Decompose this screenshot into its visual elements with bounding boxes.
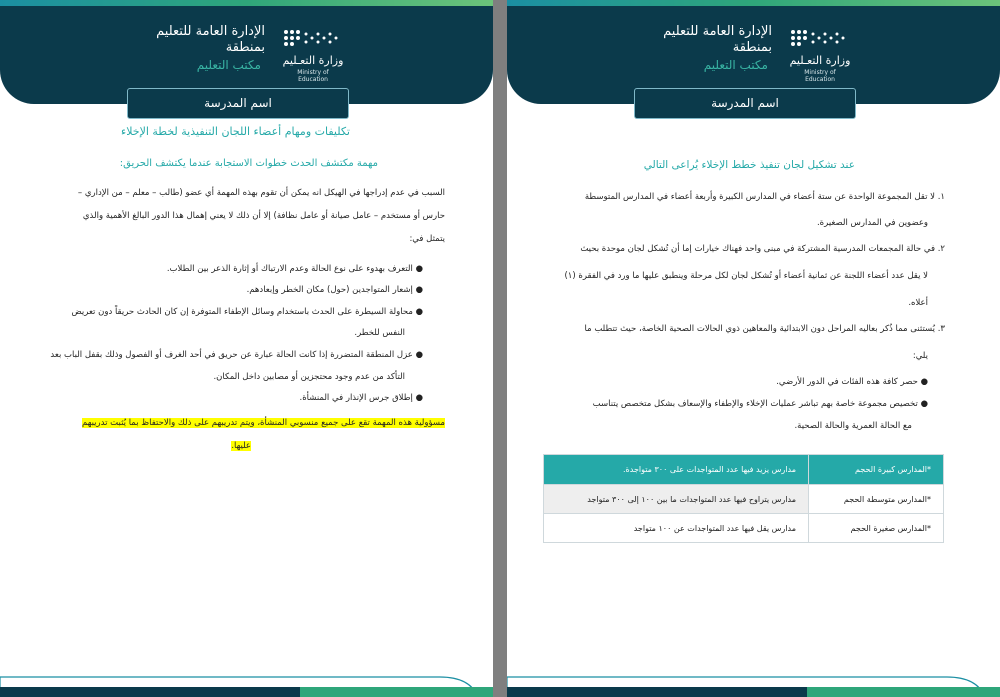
header-line-2: بمنطقة: [732, 40, 772, 55]
list-item-text: حصر كافة هذه الفئات في الدور الأرضي.: [776, 377, 918, 387]
list-item: ● حصر كافة هذه الفئات في الدور الأرضي.: [776, 377, 928, 387]
list-item: ● عزل المنطقة المتضررة إذا كانت الحالة عبارة عن حريق في أحد الغرف أو الفصول وذلك بقفل الباب بعد: [50, 350, 423, 360]
intro-line: يتمثل في:: [409, 234, 445, 244]
item-number: ١.: [937, 192, 945, 202]
header-stripe: [0, 0, 493, 6]
item-text: في حالة المجمعات المدرسية المشتركة في مبنى واحد فهناك خيارات إما أن تُشكل لجان موحدة بحيث: [580, 244, 936, 254]
numbered-item-continuation: وعضوين في المدارس الصغيرة.: [816, 218, 928, 228]
numbered-item: [585, 192, 945, 202]
list-item-continuation: النفس للخطر.: [354, 328, 405, 338]
table-cell-desc: مدارس يتراوح فيها عدد المتواجدات ما بين ١٠٠ إلى ٣٠٠ متواجد: [544, 485, 809, 514]
logo-english-text: Ministry of Education: [297, 69, 329, 83]
school-name-tab: اسم المدرسة: [634, 88, 856, 119]
ministry-logo: [282, 26, 344, 83]
section-subtitle: مهمة مكتشف الحدث خطوات الاستجابة عندما يكتشف الحريق:: [119, 158, 378, 169]
header-title: [663, 24, 772, 56]
highlight-line: عليها.: [231, 441, 251, 451]
item-text: يُستثنى مما ذُكر بعاليه المراحل دون الابتدائية والمعاهين ذوي الحالات الصحية الخاصة، حيث تتطلب ما: [584, 324, 936, 334]
highlight-note: [231, 441, 251, 451]
header-line-2: بمنطقة: [225, 40, 265, 55]
header-office: مكتب التعليم: [196, 58, 261, 72]
footer-wave: [507, 663, 1000, 697]
list-item-continuation: مع الحالة العمرية والحالة الصحية.: [794, 421, 912, 431]
list-item-continuation: التأكد من عدم وجود محتجزين أو مصابين داخل المكان.: [213, 372, 405, 382]
highlight-note: [82, 418, 445, 428]
header-line-1: الإدارة العامة للتعليم: [156, 24, 265, 39]
table-cell-size: *المدارس صغيرة الحجم: [809, 514, 944, 543]
table-row: [544, 514, 944, 543]
header-office: مكتب التعليم: [703, 58, 768, 72]
logo-arabic-text: وزارة التعـليم: [282, 54, 344, 67]
numbered-item-continuation: أعلاه.: [908, 298, 928, 308]
document-page-right: [507, 0, 1000, 697]
document-page-left: [0, 0, 493, 697]
item-number: ٣.: [937, 324, 945, 334]
logo-arabic-text: وزارة التعـليم: [789, 54, 851, 67]
list-item: ● التعرف بهدوء على نوع الحالة وعدم الارتباك أو إثارة الذعر بين الطلاب.: [166, 264, 423, 274]
footer-wave: [0, 663, 493, 697]
logo-dots-icon: [282, 26, 344, 52]
intro-line: حارس أو مستخدم – عامل صيانة أو عامل نظافة) إلا أن ذلك لا يعني إهمال هذا الدور البالغ الأهمية والذي: [82, 211, 445, 221]
list-item: ● إشعار المتواجدين (حول) مكان الخطر وإبعادهم.: [246, 285, 423, 295]
school-size-table: [543, 454, 944, 543]
page-title: عند تشكيل لجان تنفيذ خطط الإخلاء يُراعى التالي: [643, 159, 855, 171]
list-item-text: إطلاق جرس الإنذار في المنشأة.: [299, 393, 413, 403]
numbered-item-continuation: يلي:: [912, 351, 928, 361]
table-row: [544, 485, 944, 514]
highlight-line: مسؤولية هذه المهمة تقع على جميع منسوبي المنشأة، ويتم تدريبهم على ذلك والاحتفاظ بما يُثبت تدريبهم: [82, 418, 445, 428]
item-text: لا تقل المجموعة الواحدة عن ستة أعضاء في المدارس الكبيرة وأربعة أعضاء في المدارس المتوسطة: [584, 192, 936, 202]
item-number: ٢.: [937, 244, 945, 254]
list-item-text: عزل المنطقة المتضررة إذا كانت الحالة عبارة عن حريق في أحد الغرف أو الفصول وذلك بقفل الباب بعد: [50, 350, 413, 360]
list-item: ● تخصيص مجموعة خاصة بهم تباشر عمليات الإخلاء والإطفاء والإسعاف بشكل متخصص يتناسب: [592, 399, 928, 409]
list-item: ● إطلاق جرس الإنذار في المنشأة.: [299, 393, 423, 403]
school-name-tab: اسم المدرسة: [127, 88, 349, 119]
list-item-text: التعرف بهدوء على نوع الحالة وعدم الارتباك أو إثارة الذعر بين الطلاب.: [166, 264, 413, 274]
list-item-text: محاولة السيطرة على الحدث باستخدام وسائل الإطفاء المتوفرة إن كان الحادث حريقاً دون تعريض: [71, 307, 413, 317]
logo-dots-icon: [789, 26, 851, 52]
list-item: ● محاولة السيطرة على الحدث باستخدام وسائل الإطفاء المتوفرة إن كان الحادث حريقاً دون تعريض: [71, 307, 423, 317]
table-cell-desc: مدارس يزيد فيها عدد المتواجدات على ٣٠٠ متواجدة.: [544, 455, 809, 485]
header-stripe: [507, 0, 1000, 6]
numbered-item: [584, 324, 945, 334]
intro-line: السبب في عدم إدراجها في الهيكل انه يمكن أن تقوم بهذه المهمة أي عضو (طالب – معلم – من الإداري –: [77, 188, 445, 198]
header-title: [156, 24, 265, 56]
table-cell-size: *المدارس كبيرة الحجم: [809, 455, 944, 485]
list-item-text: إشعار المتواجدين (حول) مكان الخطر وإبعادهم.: [246, 285, 413, 295]
numbered-item-continuation: لا يقل عدد أعضاء اللجنة عن ثمانية أعضاء أو تُشكل لجان لكل مرحلة وينطبق عليها ما ورد في الفقرة (١): [564, 271, 928, 281]
table-row: [544, 455, 944, 485]
table-cell-desc: مدارس يقل فيها عدد المتواجدات عن ١٠٠ متواجد: [544, 514, 809, 543]
table-cell-size: *المدارس متوسطة الحجم: [809, 485, 944, 514]
list-item-text: تخصيص مجموعة خاصة بهم تباشر عمليات الإخلاء والإطفاء والإسعاف بشكل متخصص يتناسب: [592, 399, 918, 409]
logo-english-text: Ministry of Education: [804, 69, 836, 83]
ministry-logo: [789, 26, 851, 83]
header-line-1: الإدارة العامة للتعليم: [663, 24, 772, 39]
page-title: تكليفات ومهام أعضاء اللجان التنفيذية لخطة الإخلاء: [121, 125, 350, 138]
numbered-item: [580, 244, 945, 254]
